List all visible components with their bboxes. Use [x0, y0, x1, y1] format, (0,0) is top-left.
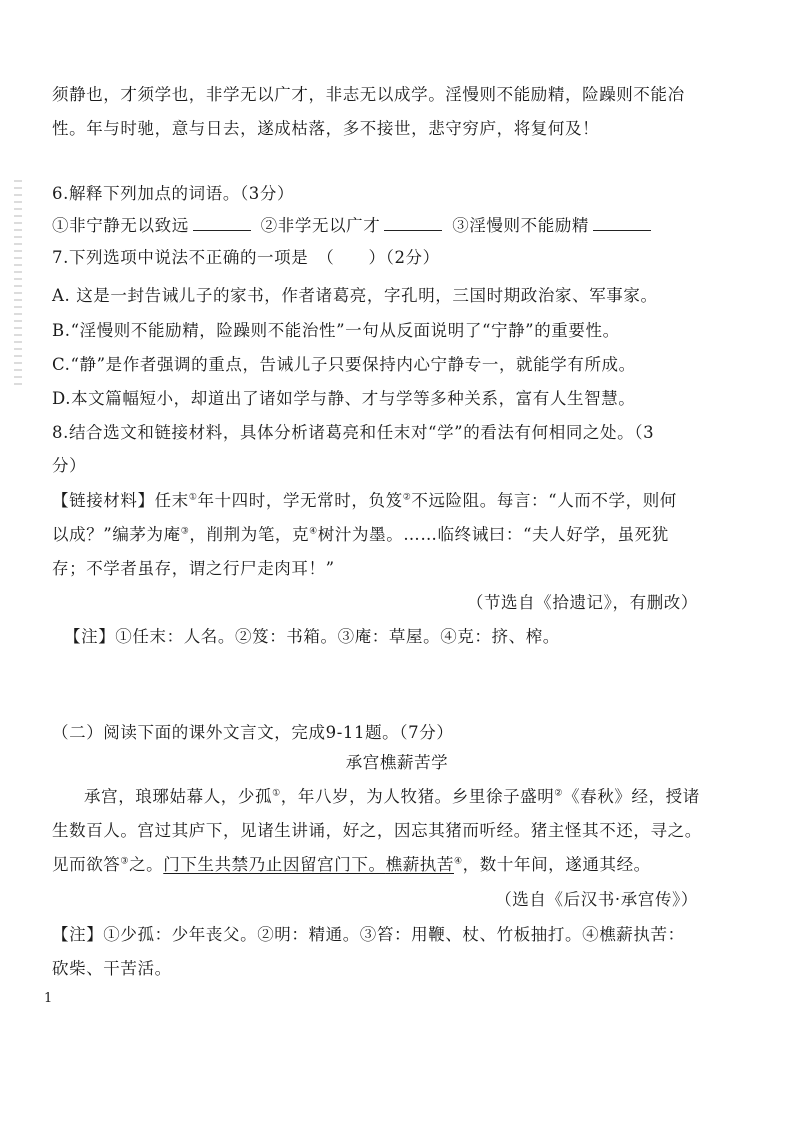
q7-option-c: C.“静”是作者强调的重点，告诫儿子只要保持内心宁静专一，就能学有所成。: [52, 355, 636, 374]
passage-line-2: 性。年与时驰，意与日去，遂成枯落，多不接世，悲守穷庐，将复何及！: [52, 119, 600, 138]
q6-answer-blank-3[interactable]: [593, 216, 651, 231]
q6-item-1: ①非宁静无以致远: [52, 216, 189, 235]
passage-line-1: 须静也，才须学也，非学无以广才，非志无以成学。淫慢则不能励精，险躁则不能冶: [52, 85, 685, 104]
section2-para-line-2: 生数百人。宫过其庐下，见诸生讲诵，好之，因忘其猪而听经。猪主怪其不还，寻之。: [52, 821, 702, 840]
scan-edge-artifact: [14, 180, 22, 390]
q6-item-2: ②非学无以广才: [260, 216, 381, 235]
section2-para-line-1: 承宫，琅琊姑幕人，少孤①，年八岁，为人牧猪。乡里徐子盛明②《春秋》经，授诸: [84, 787, 700, 806]
q7-option-a: A. 这是一封告诫儿子的家书，作者诸葛亮，字孔明，三国时期政治家、军事家。: [52, 286, 658, 305]
section2-title: 承宫樵薪苦学: [345, 753, 449, 772]
link-material-line-2: 以成？”编茅为庵③，削荆为笔，克④树汁为墨。……临终诫曰：“夫人好学，虽死犹: [52, 525, 669, 544]
page-number: 1: [44, 991, 53, 1006]
q6-stem: 6.解释下列加点的词语。（3分）: [52, 184, 295, 203]
q7-option-d: D.本文篇幅短小，却道出了诸如学与静、才与学等多种关系，富有人生智慧。: [52, 389, 636, 408]
section2-para-line-3: 见而欲答③之。门下生共禁乃止因留宫门下。樵薪执苦④，数十年间，遂通其经。: [52, 855, 651, 874]
q7-option-b: B.“淫慢则不能励精，险躁则不能治性”一句从反面说明了“宁静”的重要性。: [52, 321, 620, 340]
section2-note-line-2: 砍柴、干苦活。: [52, 959, 172, 978]
section2-source: （选自《后汉书·承宫传》）: [495, 890, 698, 909]
underlined-sentence-2: 樵薪执苦: [385, 855, 454, 874]
section2-header: （二）阅读下面的课外文言文，完成9-11题。（7分）: [52, 723, 454, 742]
q6-item-3: ③淫慢则不能励精: [452, 216, 590, 235]
link-material-label: 【链接材料】: [52, 491, 155, 510]
q7-stem: 7.下列选项中说法不正确的一项是 （ ）（2分）: [52, 248, 440, 267]
link-material-note: 【注】①任末：人名。②笈：书箱。③庵：草屋。④克：挤、榨。: [64, 627, 560, 646]
underlined-sentence-1: 门下生共禁乃止因留宫门下。: [163, 855, 386, 874]
q8-stem-line-2: 分）: [52, 456, 87, 475]
section2-note-line-1: 【注】①少孤：少年丧父。②明：精通。③笞：用鞭、杖、竹板抽打。④樵薪执苦：: [52, 925, 685, 944]
link-material-line-1: 【链接材料】任末①年十四时，学无常时，负笈②不远险阻。每言：“人而不学，则何: [52, 491, 677, 510]
q6-items: [52, 215, 752, 237]
q6-answer-blank-1[interactable]: [193, 216, 251, 231]
link-material-line-3: 存；不学者虽存，谓之行尸走肉耳！”: [52, 559, 335, 578]
link-material-source: （节选自《拾遗记》，有删改）: [466, 593, 698, 612]
q6-answer-blank-2[interactable]: [384, 216, 442, 231]
q8-stem-line-1: 8.结合选文和链接材料，具体分析诸葛亮和任末对“学”的看法有何相同之处。（3: [52, 423, 655, 442]
